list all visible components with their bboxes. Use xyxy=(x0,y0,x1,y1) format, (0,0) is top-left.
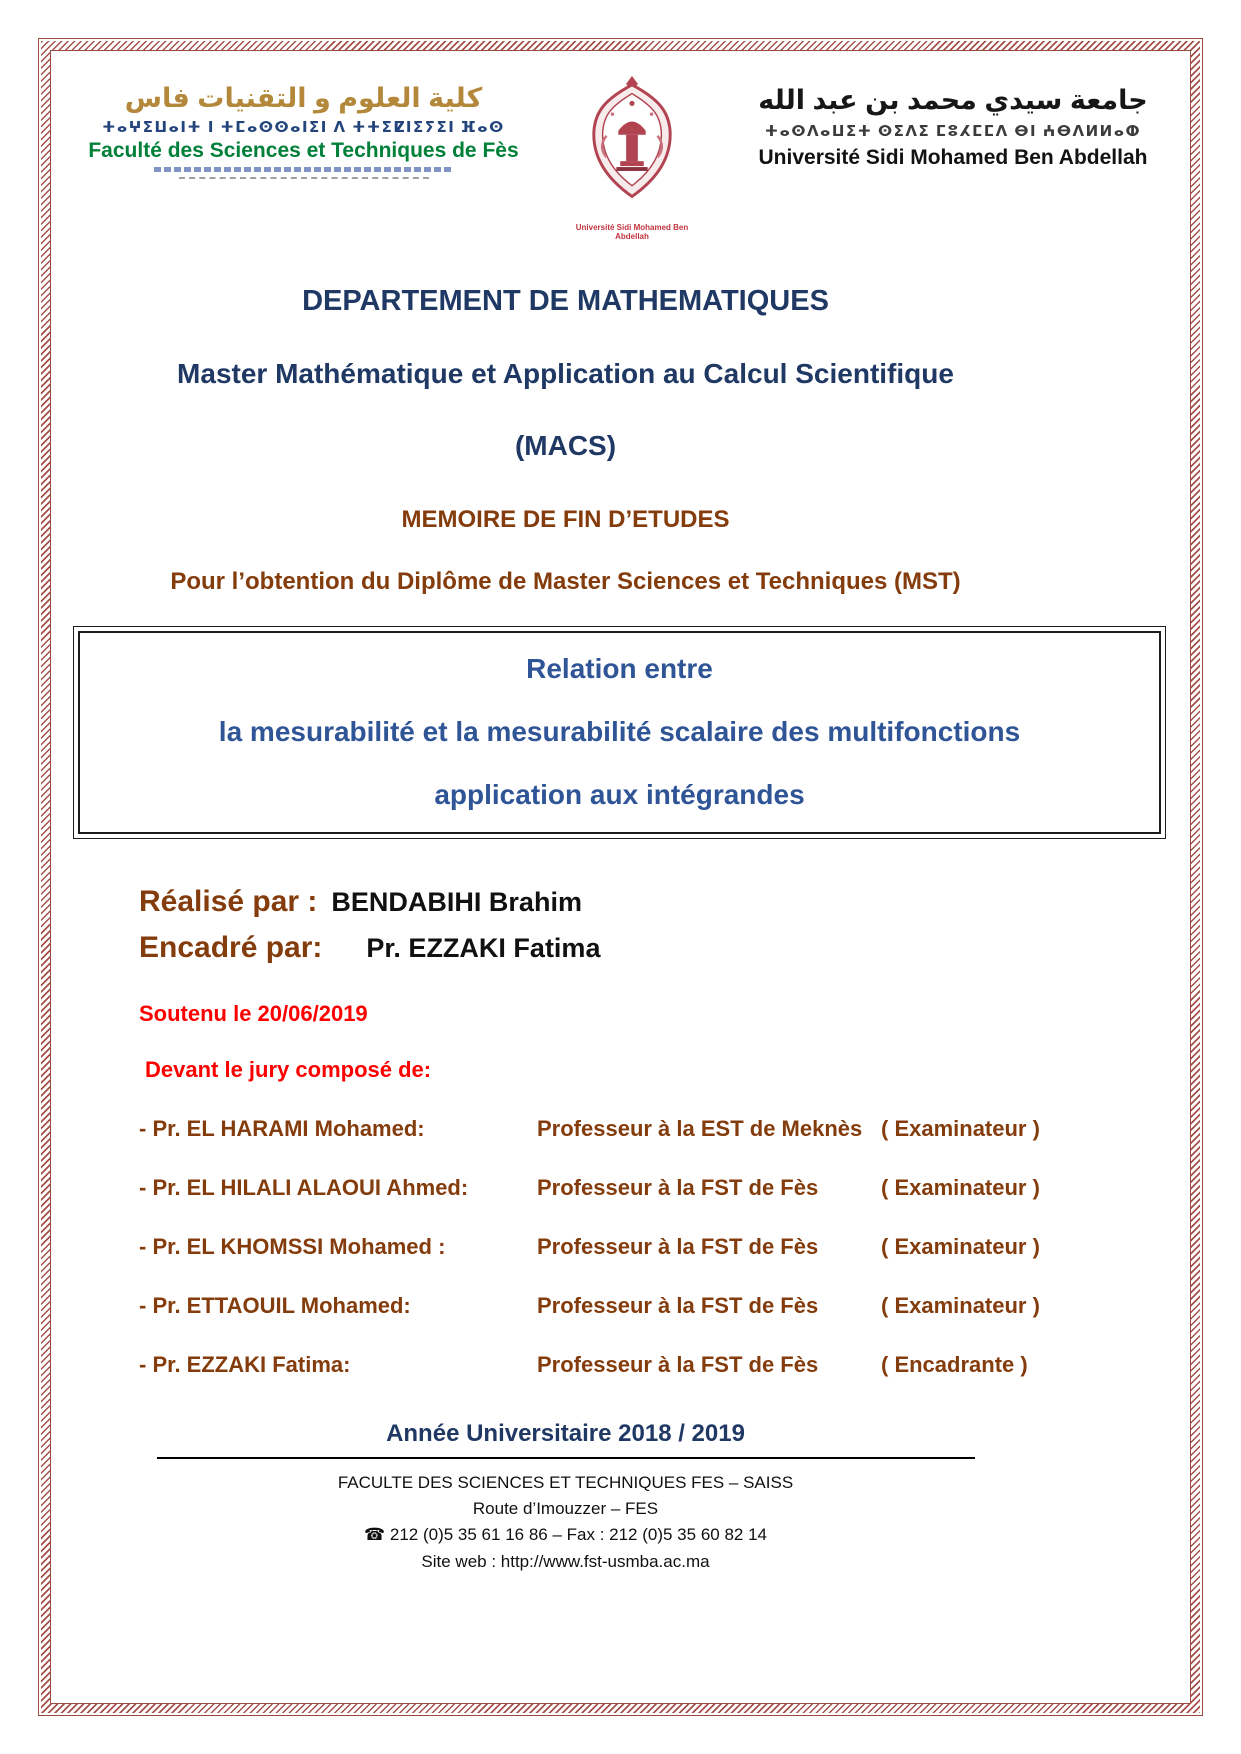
faculty-block xyxy=(81,75,526,179)
jury-member-role: ( Encadrante ) xyxy=(881,1351,1028,1377)
academic-year: Année Universitaire 2018 / 2019 xyxy=(386,1419,745,1447)
decorative-border xyxy=(38,38,1203,1716)
footer-address: Route d’Imouzzer – FES xyxy=(472,1498,659,1518)
jury-member-position: Professeur à la FST de Fès xyxy=(537,1174,819,1200)
university-name-french: Université Sidi Mohamed Ben Abdellah xyxy=(758,146,1148,169)
thesis-title-line-3: application aux intégrandes xyxy=(434,779,805,811)
cover-main xyxy=(61,285,1180,1575)
jury-row xyxy=(139,1175,1180,1201)
credits-section xyxy=(61,885,1180,1083)
jury-member-role: ( Examinateur ) xyxy=(881,1174,1040,1200)
jury-member-position: Professeur à la FST de Fès xyxy=(537,1233,819,1259)
headings-column xyxy=(61,285,1180,596)
jury-member-name: - Pr. EL HARAMI Mohamed: xyxy=(139,1115,425,1141)
jury-row xyxy=(139,1234,1180,1260)
jury-row xyxy=(139,1352,1180,1378)
memoire-heading: MEMOIRE DE FIN D’ETUDES xyxy=(401,506,730,533)
jury-member-name: - Pr. ETTAOUIL Mohamed: xyxy=(139,1292,411,1318)
author-label: Réalisé par : xyxy=(139,884,318,918)
institution-header xyxy=(61,65,1180,241)
footer-phone-fax: ☎ 212 (0)5 35 61 16 86 – Fax : 212 (0)5 35 60 82 14 xyxy=(363,1525,767,1545)
jury-member-position: Professeur à la FST de Fès xyxy=(537,1351,819,1377)
jury-list xyxy=(61,1116,1180,1378)
thesis-title-box xyxy=(73,626,1166,839)
university-emblem-icon xyxy=(573,75,691,217)
logo-caption: Université Sidi Mohamed Ben Abdellah xyxy=(575,223,689,241)
university-block xyxy=(738,75,1168,170)
thesis-title-box-inner xyxy=(78,631,1161,834)
jury-member-role: ( Examinateur ) xyxy=(881,1115,1040,1141)
bottom-column xyxy=(61,1420,1180,1448)
jury-member-name: - Pr. EL KHOMSSI Mohamed : xyxy=(139,1233,446,1259)
university-name-arabic: جامعة سيدي محمد بن عبد الله xyxy=(758,85,1148,115)
jury-member-role: ( Examinateur ) xyxy=(881,1233,1040,1259)
jury-row xyxy=(139,1293,1180,1319)
thesis-title-line-2: la mesurabilité et la mesurabilité scalaire des multifonctions xyxy=(218,716,1021,748)
faculty-footer xyxy=(61,1470,1070,1575)
border-hatch-pattern xyxy=(41,41,1200,1713)
faculty-name-arabic: كلية العلوم و التقنيات فاس xyxy=(124,83,483,113)
master-acronym: (MACS) xyxy=(514,430,617,461)
thesis-title-line-1: Relation entre xyxy=(526,653,713,684)
footer-divider xyxy=(157,1457,975,1459)
master-title: Master Mathématique et Application au Calcul Scientifique xyxy=(177,358,954,389)
diploma-subheading: Pour l’obtention du Diplôme de Master Sciences et Techniques (MST) xyxy=(170,568,961,595)
dashed-rule xyxy=(179,177,429,179)
blue-ornament-rule xyxy=(154,167,454,172)
jury-member-position: Professeur à la FST de Fès xyxy=(537,1292,819,1318)
university-logo xyxy=(567,75,697,241)
jury-member-position: Professeur à la EST de Meknès xyxy=(537,1115,863,1141)
jury-member-role: ( Examinateur ) xyxy=(881,1292,1040,1318)
author-name: BENDABIHI Brahim xyxy=(331,886,582,917)
supervisor-label: Encadré par: xyxy=(139,930,323,964)
jury-row xyxy=(139,1116,1180,1142)
jury-member-name: - Pr. EZZAKI Fatima: xyxy=(139,1351,351,1377)
department-title: DEPARTEMENT DE MATHEMATIQUES xyxy=(302,285,829,317)
supervisor-row xyxy=(139,931,1180,965)
supervisor-name: Pr. EZZAKI Fatima xyxy=(366,932,601,963)
footer-faculty-name: FACULTE DES SCIENCES ET TECHNIQUES FES – SAISS xyxy=(337,1472,794,1492)
jury-member-name: - Pr. EL HILALI ALAOUI Ahmed: xyxy=(139,1174,469,1200)
footer-column xyxy=(61,1470,1180,1575)
page-content xyxy=(50,50,1191,1704)
footer-website: Site web : http://www.fst-usmba.ac.ma xyxy=(421,1551,710,1571)
faculty-name-tifinagh: ⵜⴰⵖⵉⵡⴰⵏⵜ ⵏ ⵜⵎⴰⵙⵙⴰⵏⵉⵏ ⴷ ⵜⵜⵉⵇⵏⵉⵢⵉⵏ ⴼⴰⵙ xyxy=(102,119,505,136)
university-name-tifinagh: ⵜⴰⵙⴷⴰⵡⵉⵜ ⵙⵉⴷⵉ ⵎⵓⵃⵎⵎⴷ ⴱⵏ ⵄⴱⴷⵍⵍⴰⵀ xyxy=(764,123,1142,140)
faculty-name-french: Faculté des Sciences et Techniques de Fès xyxy=(88,139,519,162)
author-row xyxy=(139,885,1180,919)
jury-heading: Devant le jury composé de: xyxy=(145,1056,432,1082)
defense-date: Soutenu le 20/06/2019 xyxy=(139,1000,368,1026)
